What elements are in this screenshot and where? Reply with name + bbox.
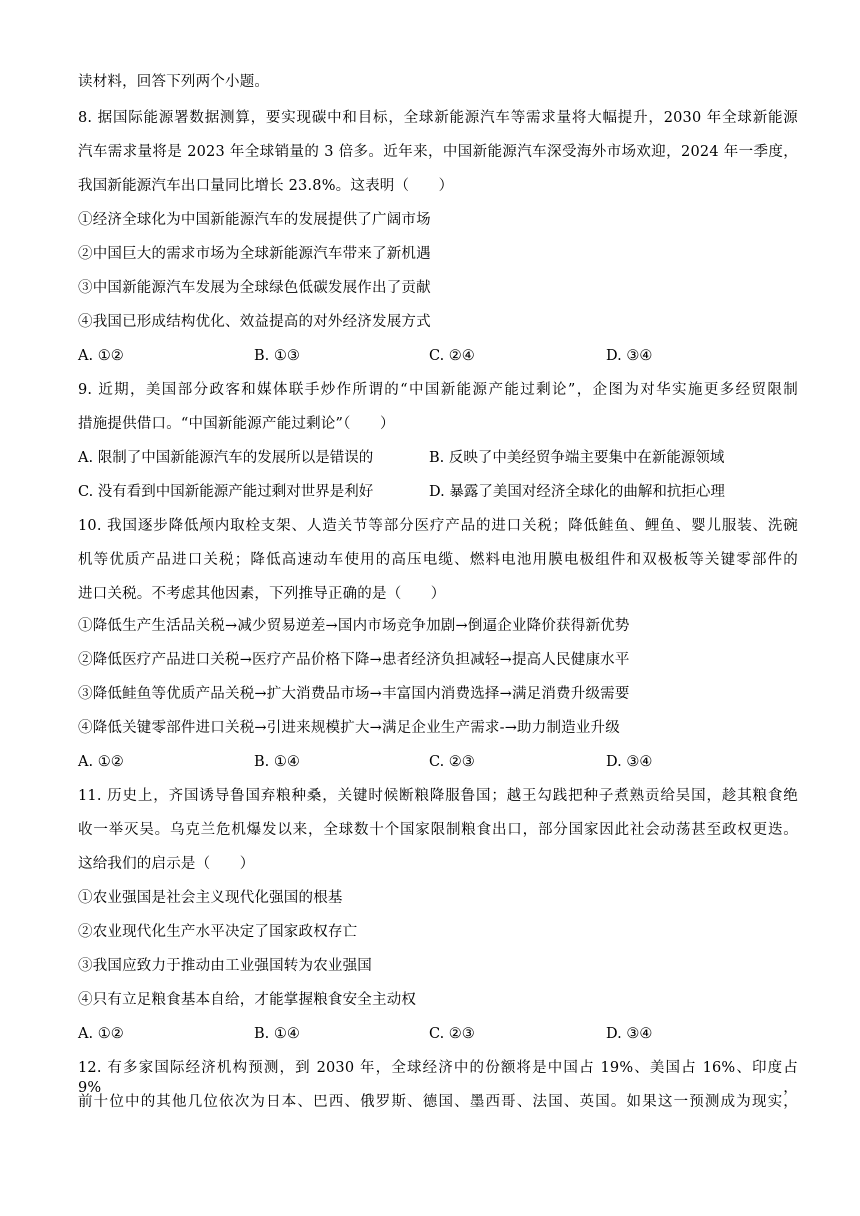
q10-statement-2: ②降低医疗产品进口关税→医疗产品价格下降→患者经济负担减轻→提高人民健康水平 — [78, 652, 630, 668]
q10-option-a: A. ①② — [78, 754, 124, 770]
q9-stem-line-1: 9. 近期，美国部分政客和媒体联手炒作所谓的“中国新能源产能过剩论”，企图为对华实施更多经贸限制 — [78, 382, 798, 398]
q11-stem-line-1: 11. 历史上，齐国诱导鲁国弃粮种桑，关键时候断粮降服鲁国；越王勾践把种子煮熟贡给吴国，趁其粮食绝 — [78, 788, 798, 804]
q11-statement-1: ①农业强国是社会主义现代化强国的根基 — [78, 890, 343, 906]
q12-stem-line-1: 12. 有多家国际经济机构预测，到 2030 年，全球经济中的份额将是中国占 19%、美国占 16%、印度占 9%， — [78, 1060, 798, 1096]
q8-option-b: B. ①③ — [254, 348, 300, 364]
q9-options-row-2 — [78, 482, 798, 502]
q11-option-a: A. ①② — [78, 1026, 124, 1042]
q10-option-b: B. ①④ — [254, 754, 300, 770]
q11-stem-line-3: 这给我们的启示是（ ） — [78, 856, 255, 872]
q8-options — [78, 346, 798, 366]
q10-statement-4: ④降低关键零部件进口关税→引进来规模扩大→满足企业生产需求-→助力制造业升级 — [78, 720, 620, 736]
q10-option-d: D. ③④ — [606, 754, 653, 770]
q8-option-c: C. ②④ — [429, 348, 475, 364]
q9-option-c: C. 没有看到中国新能源产能过剩对世界是利好 — [78, 484, 374, 500]
q10-stem-line-3: 进口关税。不考虑其他因素，下列推导正确的是（ ） — [78, 586, 446, 602]
q9-stem-line-2: 措施提供借口。“中国新能源产能过剩论”（ ） — [78, 416, 395, 432]
q8-stem-line-1: 8. 据国际能源署数据测算，要实现碳中和目标，全球新能源汽车等需求量将大幅提升，2030 年全球新能源 — [78, 110, 798, 126]
q8-statement-1: ①经济全球化为中国新能源汽车的发展提供了广阔市场 — [78, 212, 431, 228]
q9-option-b: B. 反映了中美经贸争端主要集中在新能源领域 — [429, 450, 725, 466]
q9-options-row-1 — [78, 448, 798, 468]
q8-statement-3: ③中国新能源汽车发展为全球绿色低碳发展作出了贡献 — [78, 280, 431, 296]
intro-text: 读材料，回答下列两个小题。 — [78, 74, 270, 90]
q11-options — [78, 1024, 798, 1044]
q8-stem-line-3: 我国新能源汽车出口量同比增长 23.8%。这表明（ ） — [78, 178, 454, 194]
q8-option-d: D. ③④ — [606, 348, 653, 364]
q10-options — [78, 752, 798, 772]
q9-option-a: A. 限制了中国新能源汽车的发展所以是错误的 — [78, 450, 374, 466]
q10-statement-3: ③降低鲑鱼等优质产品关税→扩大消费品市场→丰富国内消费选择→满足消费升级需要 — [78, 686, 630, 702]
q10-option-c: C. ②③ — [429, 754, 475, 770]
q11-statement-3: ③我国应致力于推动由工业强国转为农业强国 — [78, 958, 372, 974]
q9-option-d: D. 暴露了美国对经济全球化的曲解和抗拒心理 — [429, 484, 725, 500]
q11-option-d: D. ③④ — [606, 1026, 653, 1042]
q10-stem-line-1: 10. 我国逐步降低颅内取栓支架、人造关节等部分医疗产品的进口关税；降低鲑鱼、鲤鱼、婴儿服装、洗碗 — [78, 518, 798, 534]
q10-stem-line-2: 机等优质产品进口关税；降低高速动车使用的高压电缆、燃料电池用膜电极组件和双极板等关键零部件的 — [78, 552, 798, 568]
q8-statement-2: ②中国巨大的需求市场为全球新能源汽车带来了新机遇 — [78, 246, 431, 262]
q12-stem-line-2: 前十位中的其他几位依次为日本、巴西、俄罗斯、德国、墨西哥、法国、英国。如果这一预测成为现实， — [78, 1094, 798, 1110]
q11-statement-2: ②农业现代化生产水平决定了国家政权存亡 — [78, 924, 358, 940]
q11-statement-4: ④只有立足粮食基本自给，才能掌握粮食安全主动权 — [78, 992, 417, 1008]
q11-option-b: B. ①④ — [254, 1026, 300, 1042]
q11-stem-line-2: 收一举灭吴。乌克兰危机爆发以来，全球数十个国家限制粮食出口，部分国家因此社会动荡甚至政权更迭。 — [78, 822, 798, 838]
q8-statement-4: ④我国已形成结构优化、效益提高的对外经济发展方式 — [78, 314, 431, 330]
q8-option-a: A. ①② — [78, 348, 124, 364]
q11-option-c: C. ②③ — [429, 1026, 475, 1042]
q10-statement-1: ①降低生产生活品关税→减少贸易逆差→国内市场竞争加剧→倒逼企业降价获得新优势 — [78, 618, 630, 634]
q8-stem-line-2: 汽车需求量将是 2023 年全球销量的 3 倍多。近年来，中国新能源汽车深受海外市场欢迎，2024 年一季度， — [78, 144, 798, 160]
